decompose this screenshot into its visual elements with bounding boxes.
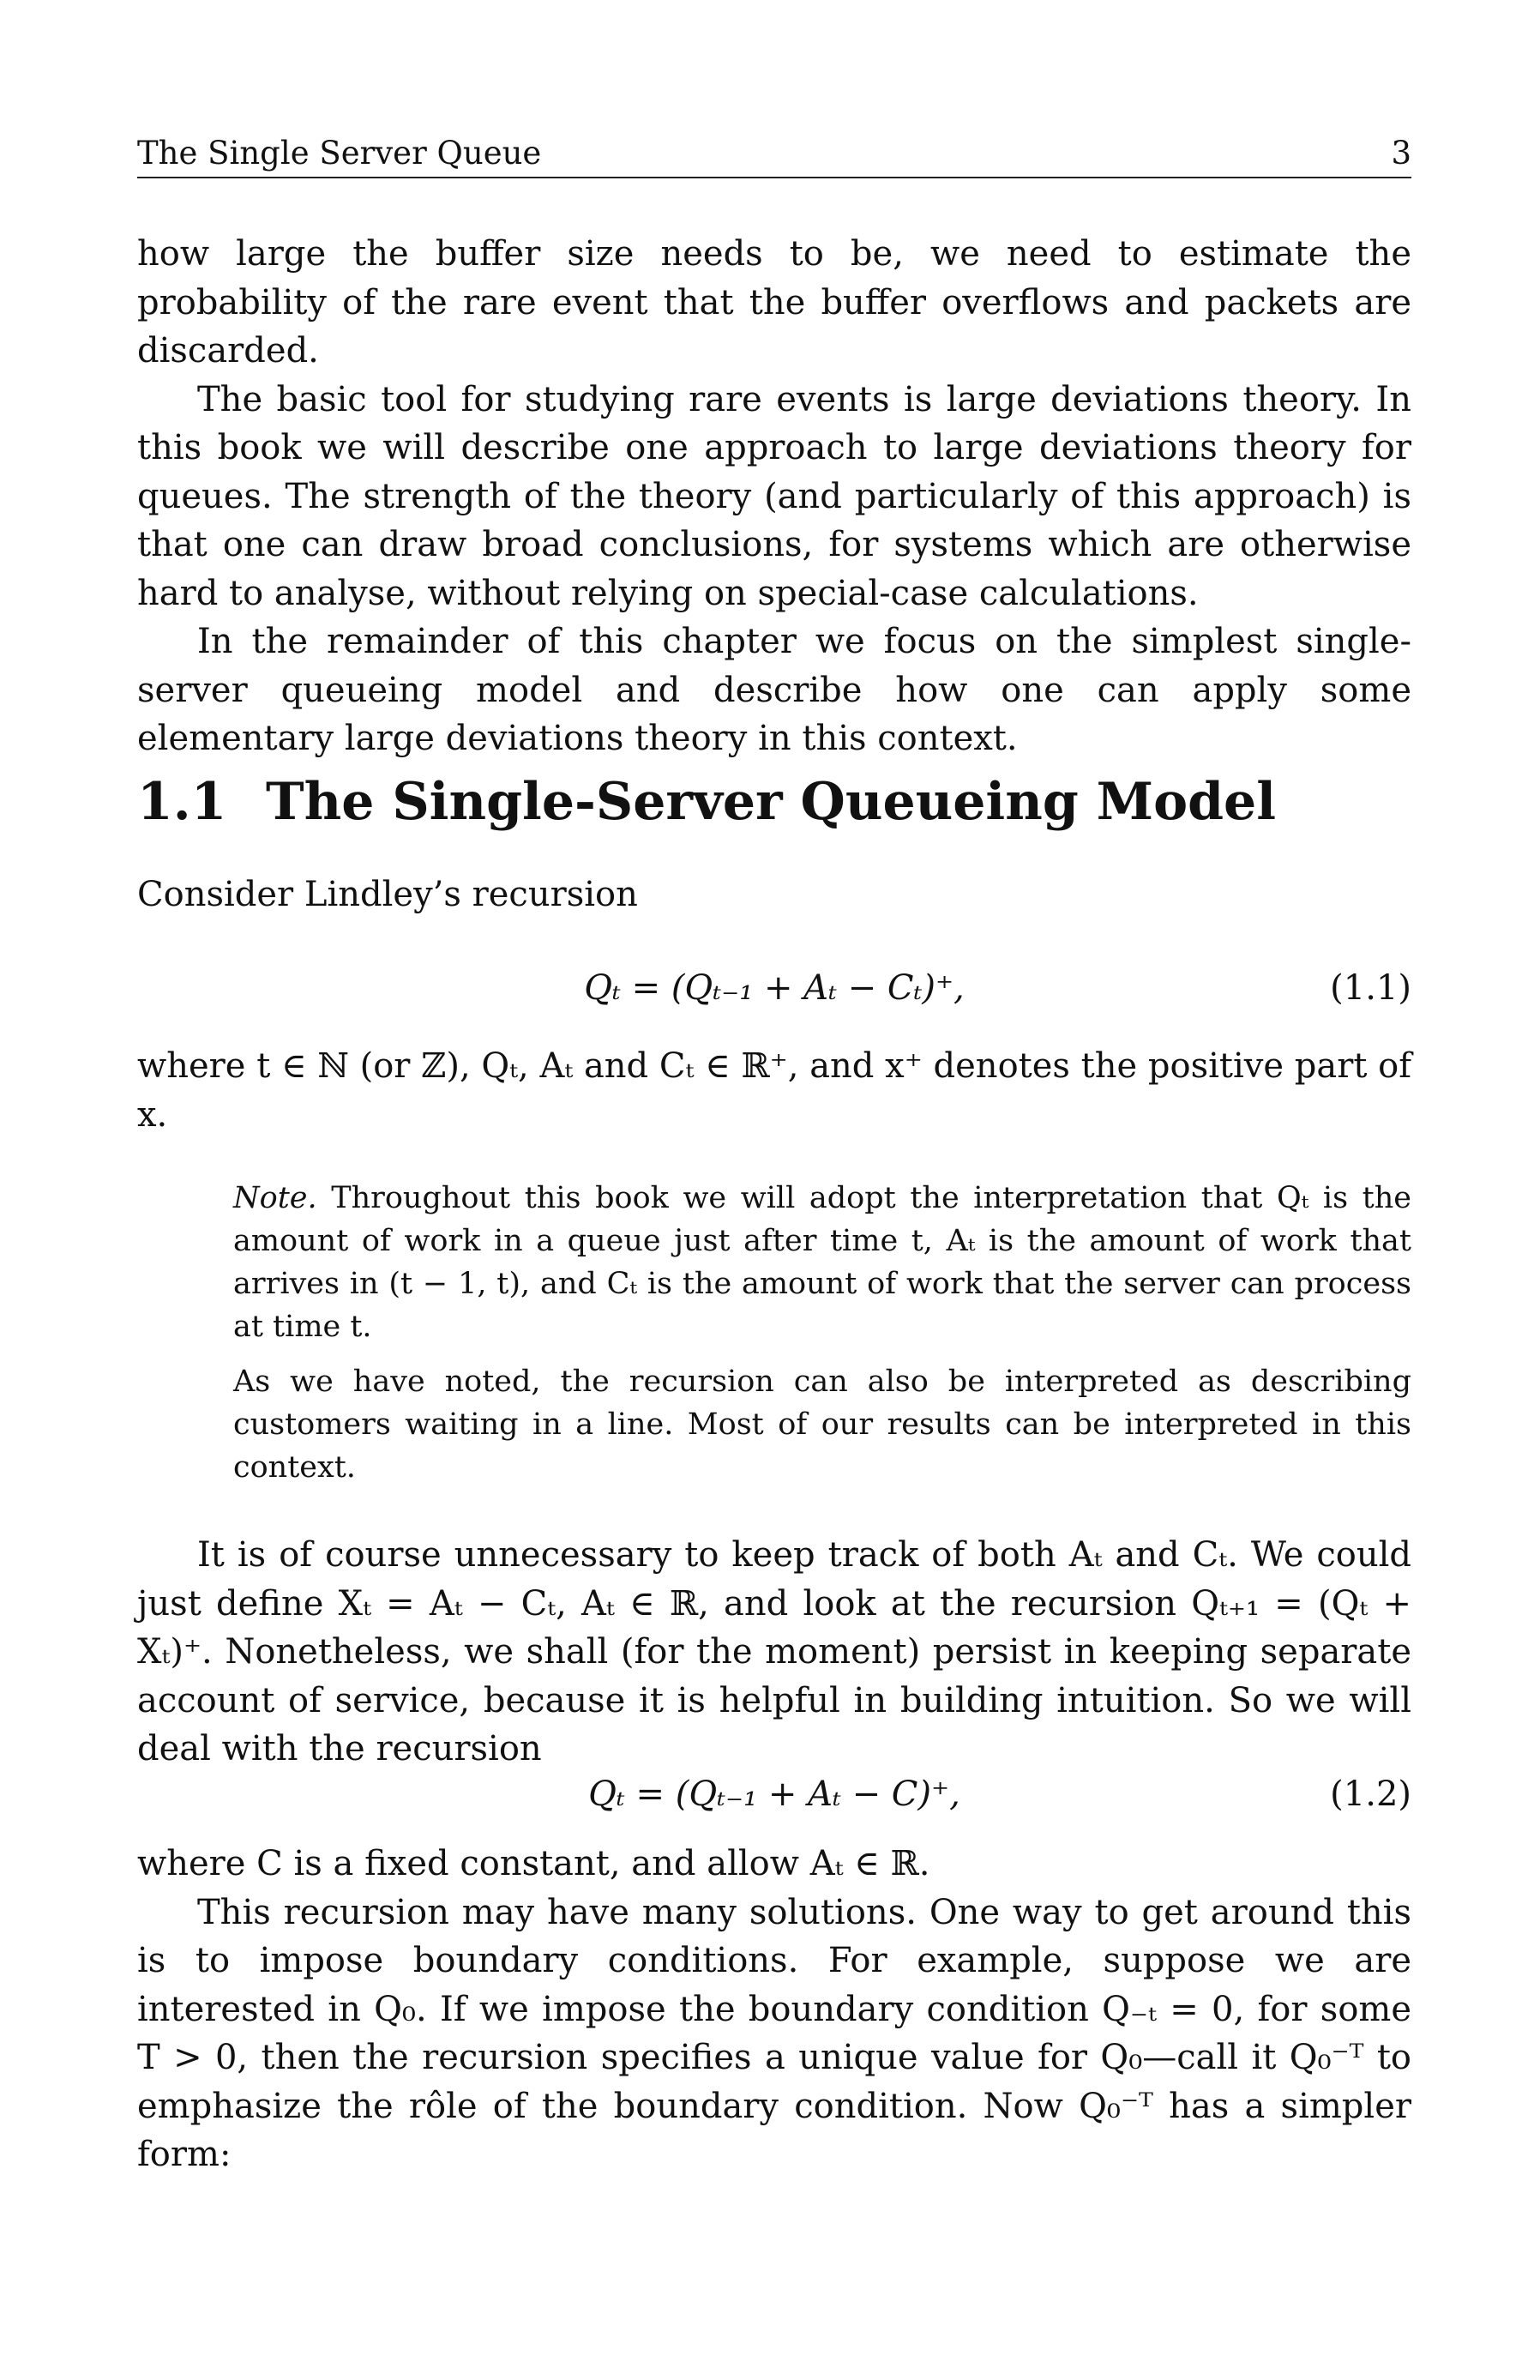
equation-1-1-number: (1.1) xyxy=(1330,968,1411,1008)
intro-text xyxy=(137,230,1411,763)
equation-1-1-expression: Qₜ = (Qₜ₋₁ + Aₜ − Cₜ)⁺, xyxy=(584,968,965,1008)
note-paragraph-1 xyxy=(233,1177,1411,1348)
where-paragraph-2: where C is a fixed constant, and allow Aₜ ∈ ℝ. xyxy=(137,1844,930,1883)
where-text-1 xyxy=(137,1042,1411,1139)
course-text xyxy=(137,1531,1411,1774)
note-lead: Note. xyxy=(233,1181,317,1215)
intro-paragraph-3: In the remainder of this chapter we focus on the simplest single-server queueing model and describe how one can apply some elementary large deviations theory in this context. xyxy=(137,622,1411,758)
page-number: 3 xyxy=(1391,135,1411,172)
consider-paragraph: Consider Lindley’s recursion xyxy=(137,875,638,914)
where-paragraph-1: where t ∈ ℕ (or ℤ), Qₜ, Aₜ and Cₜ ∈ ℝ⁺, and x⁺ denotes the positive part of x. xyxy=(137,1046,1411,1135)
note-paragraph-2: As we have noted, the recursion can also be interpreted as describing customers waiting in a line. Most of our results can be interpreted in this context. xyxy=(233,1365,1411,1485)
running-header xyxy=(137,130,1411,178)
recursion-paragraph: This recursion may have many solutions. One way to get around this is to impose boundary conditions. For example, suppose we are interested in Q₀. If we impose the boundary condition Q₋ₜ = 0, for some T > 0, then the recursion specifies a unique value for Q₀—call it Q₀⁻ᵀ to emphasize the rôle of the boundary condition. Now Q₀⁻ᵀ has a simpler form: xyxy=(137,1892,1411,2174)
course-paragraph: It is of course unnecessary to keep track of both Aₜ and Cₜ. We could just define Xₜ = Aₜ − Cₜ, Aₜ ∈ ℝ, and look at the recursion Qₜ₊₁ = (Qₜ + Xₜ)⁺. Nonetheless, we shall (for the moment) persist in keeping separate account of service, because it is helpful in building intuition. So we will deal with the recursion xyxy=(137,1535,1411,1768)
section-title: The Single-Server Queueing Model xyxy=(266,772,1277,832)
intro-paragraph-2: The basic tool for studying rare events is large deviations theory. In this book we will describe one approach to large deviations theory for queues. The strength of the theory (and particularly of this approach) is that one can draw broad conclusions, for systems which are otherwise hard to analyse, without relying on special-case calculations. xyxy=(137,379,1411,613)
consider-text xyxy=(137,871,1411,919)
closing-text xyxy=(137,1840,1411,2179)
note-text-1: Throughout this book we will adopt the interpretation that Qₜ is the amount of work in a queue just after time t, Aₜ is the amount of work that arrives in (t − 1, t), and Cₜ is the amount of work that the server can process at time t. xyxy=(233,1181,1411,1344)
note-block xyxy=(233,1177,1411,1501)
equation-1-1 xyxy=(137,962,1411,1014)
equation-1-2-expression: Qₜ = (Qₜ₋₁ + Aₜ − C)⁺, xyxy=(588,1774,960,1814)
intro-paragraph-1: how large the buffer size needs to be, we need to estimate the probability of the rare event that the buffer overflows and packets are discarded. xyxy=(137,234,1411,371)
running-title: The Single Server Queue xyxy=(137,135,542,172)
section-heading xyxy=(137,772,1276,832)
equation-1-2 xyxy=(137,1768,1411,1820)
equation-1-2-number: (1.2) xyxy=(1330,1774,1411,1814)
section-number: 1.1 xyxy=(137,772,227,832)
